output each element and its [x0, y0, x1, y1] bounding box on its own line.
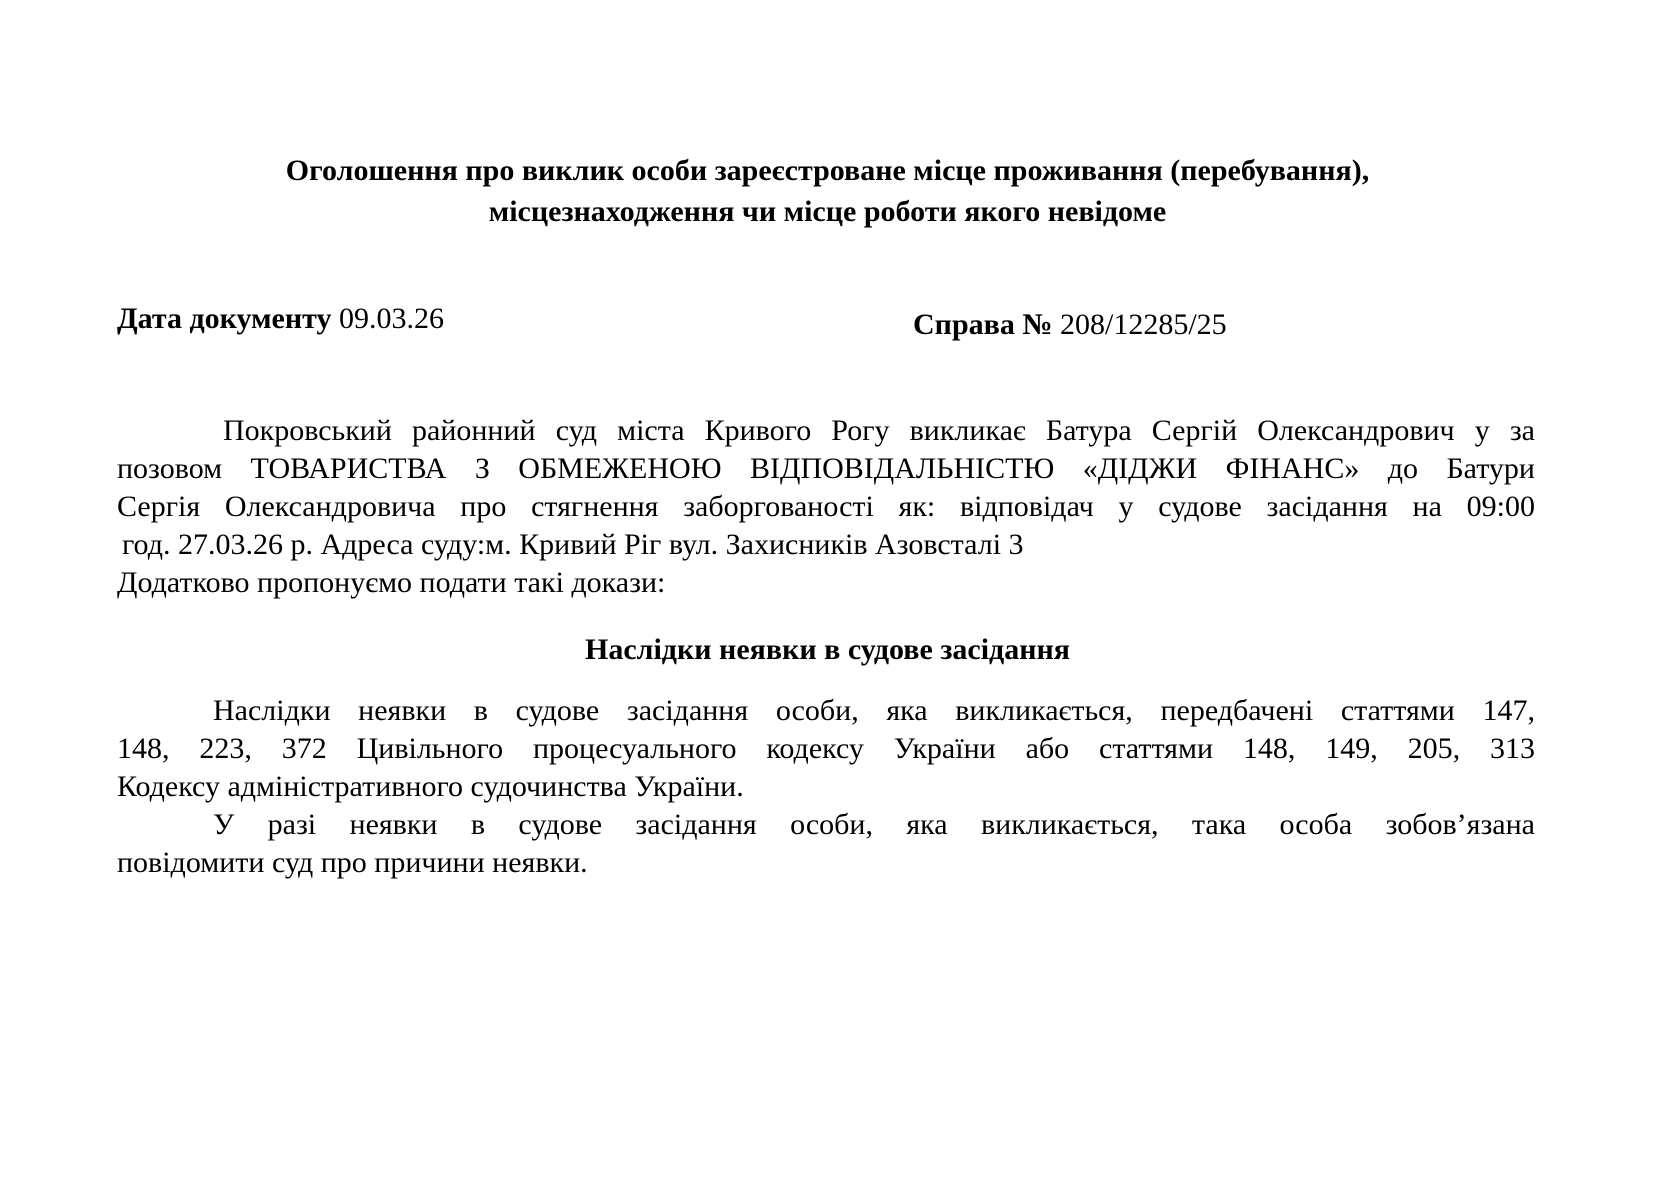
consequences-para1-line-2: 148, 223, 372 Цивільного процесуального кодексу України або статтями 148, 149, 205, 313 [117, 732, 1535, 765]
summons-line-3: Сергія Олександровича про стягнення заборгованості як: відповідач у судове засідання на 09:00 [117, 490, 1535, 523]
document-title-line-1: Оголошення про виклик особи зареєстроване місце проживання (перебування), [285, 154, 1370, 187]
case-number-label: Справа № [913, 308, 1053, 341]
summons-line-2: позовом ТОВАРИСТВА З ОБМЕЖЕНОЮ ВІДПОВІДАЛЬНІСТЮ «ДІДЖИ ФІНАНС» до Батури [117, 452, 1535, 485]
consequences-para2-line-2: повідомити суд про причини неявки. [117, 846, 588, 879]
case-number-value: 208/12285/25 [1059, 308, 1227, 341]
consequences-para2-line-1: У разі неявки в судове засідання особи, яка викликається, така особа зобов’язана [213, 808, 1535, 841]
document-date-label: Дата документу [117, 302, 332, 335]
summons-line-1: Покровський районний суд міста Кривого Рогу викликає Батура Сергій Олександрович у за [223, 414, 1535, 447]
document-date [117, 300, 444, 338]
document-date-value: 09.03.26 [338, 302, 444, 335]
case-number [913, 306, 1227, 344]
summons-line-4: год. 27.03.26 р. Адреса суду:м. Кривий Ріг вул. Захисників Азовсталі 3 [122, 528, 1024, 561]
consequences-para1-line-3: Кодексу адміністративного судочинства України. [117, 770, 744, 803]
document-title-line-2: місцезнаходження чи місце роботи якого невідоме [488, 195, 1167, 228]
summons-line-5: Додатково пропонуємо подати такі докази: [117, 566, 666, 599]
consequences-heading: Наслідки неявки в судове засідання [584, 633, 1071, 666]
consequences-para1-line-1: Наслідки неявки в судове засідання особи, яка викликається, передбачені статтями 147, [213, 694, 1535, 727]
